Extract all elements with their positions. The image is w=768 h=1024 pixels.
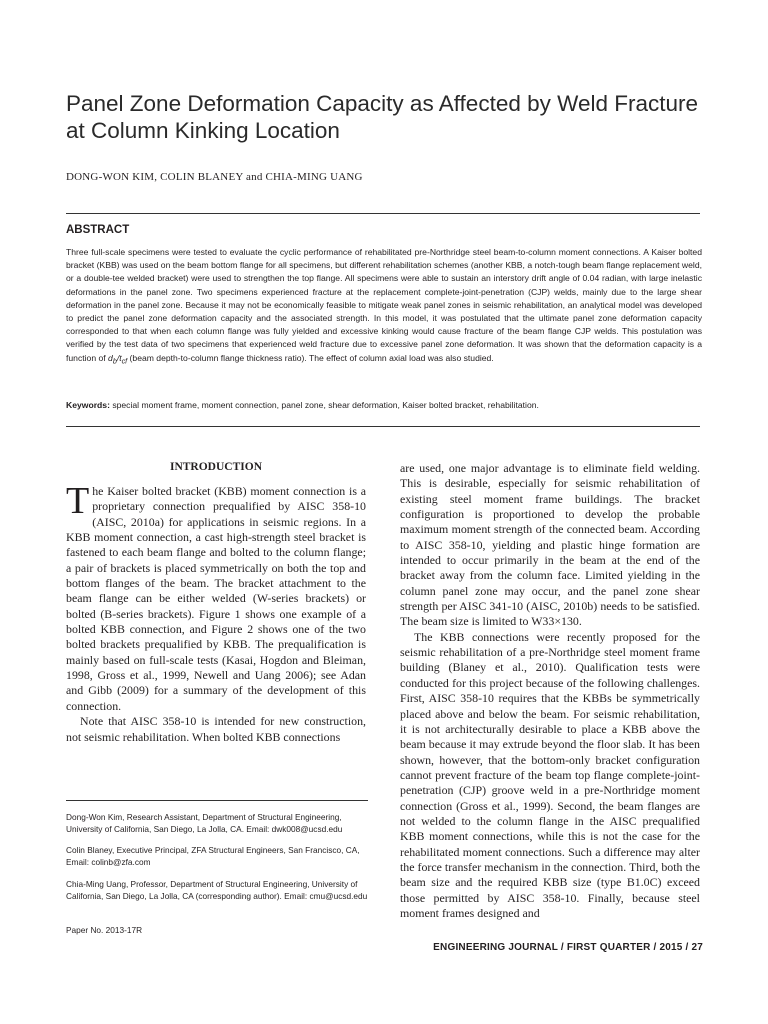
abstract-bottom-rule: [66, 426, 700, 427]
left-column: [66, 480, 366, 745]
paper-title: Panel Zone Deformation Capacity as Affected by Weld Fracture at Column Kinking Location: [66, 91, 698, 143]
intro-paragraph-4: The KBB connections were recently proposed for the seismic rehabilitation of a pre-Northridge steel moment frame building (Blaney et al., 2010). Qualification tests were conducted for this project because of the following challenges. First, AISC 358-10 requires that the KBBs be symmetrically placed above and below the beam. For seismic rehabilitation, it is not architecturally desirable to place a KBB above the beam because it may extrude beyond the floor slab. It has been shown, however, that the bottom-only bracket configuration cannot prevent fracture of the beam top flange complete-joint-penetration (CJP) groove weld in a pre-Northridge moment connection (Gross et al., 1999). Second, the beam flanges are not welded to the column flange in the AISC prequalified KBB moment connections, while this is not the case for the rehabilitated moment connections. Such a difference may alter the force transfer mechanism in the connection. Third, both the beam size and the required KBB size (type B1.0C) exceed those permitted by AISC 358-10. Finally, because steel moment frames designed and: [400, 629, 700, 920]
drop-cap: T: [66, 480, 90, 522]
introduction-heading: INTRODUCTION: [169, 461, 262, 473]
top-rule: [66, 213, 700, 214]
footnote-kim: Dong-Won Kim, Research Assistant, Department of Structural Engineering, University of California, San Diego, La Jolla, CA. Email: dwk008@ucsd.edu: [66, 812, 343, 834]
keywords: Keywords: special moment frame, moment connection, panel zone, shear deformation, Kaiser bolted bracket, rehabilitation.: [66, 400, 539, 410]
author-list: DONG-WON KIM, COLIN BLANEY and CHIA-MING UANG: [66, 171, 363, 183]
footnote-rule: [66, 800, 368, 801]
abstract-text: Three full-scale specimens were tested to evaluate the cyclic performance of rehabilitated pre-Northridge steel beam-to-column moment connections. A Kaiser bolted bracket (KBB) was used on the beam bottom flange for all specimens, but different rehabilitation schemes (another KBB, a notch-tough beam flange replacement weld, or a double-tee welded bracket) were used to strengthen the top flange. All specimens were able to sustain an interstory drift angle of 0.04 radian, with large inelastic deformations in the panel zone. Two specimens experienced fracture at the replacement complete-joint-penetration (CJP) welds, mainly due to the large shear deformation in the panel zone. Because it may not be economically feasible to mitigate weak panel zones in seismic rehabilitation, an analytical model was developed to predict the panel zone deformation capacity and the associated strength. In this model, it was postulated that the ultimate panel zone deformation capacity corresponded to that when each column flange was fully yielded and excessive kinking would cause fracture of the beam flange CJP welds. This postulation was verified by the test data of two specimens that experienced weld fracture due to excessive panel zone deformation. It was shown that the deformation capacity is a function of $d_b/t_{cf}$ (beam depth-to-column flange thickness ratio). The effect of column axial load was also studied.: [66, 247, 702, 366]
footnote-blaney: Colin Blaney, Executive Principal, ZFA Structural Engineers, San Francisco, CA, Email: colinb@zfa.com: [66, 845, 360, 867]
intro-paragraph-2: Note that AISC 358-10 is intended for new construction, not seismic rehabilitation. When bolted KBB connections: [66, 714, 366, 744]
journal-footer: ENGINEERING JOURNAL / FIRST QUARTER / 2015 / 27: [433, 942, 703, 953]
paper-number: Paper No. 2013-17R: [66, 925, 143, 935]
intro-paragraph-1: The Kaiser bolted bracket (KBB) moment connection is a proprietary connection prequalified by AISC 358-10 (AISC, 2010a) for applications in seismic regions. In a KBB moment connection, a cast high-strength steel bracket is fastened to each beam flange and bolted to the column flange; a pair of brackets is placed symmetrically on both the top and bottom flanges of the beam. The bracket attachment to the beam flange can be either welded (W-series brackets) or bolted (B-series brackets). Figure 1 shows one example of a bolted KBB connection, and Figure 2 shows one of the two bolted brackets prequalified by KBB. The prequalification is mainly based on full-scale tests (Kasai, Hogdon and Bleiman, 1998, Gross et al., 1999, Newell and Uang 2006); see Adan and Gibb (2009) for a summary of the development of this connection.: [66, 480, 366, 713]
footnote-uang: Chia-Ming Uang, Professor, Department of Structural Engineering, University of California, San Diego, La Jolla, CA (corresponding author). Email: cmu@ucsd.edu: [66, 879, 368, 901]
intro-paragraph-3: are used, one major advantage is to eliminate field welding. This is desirable, especially for seismic rehabilitation of existing steel moment frame buildings. The bracket configuration is proportioned to develop the probable maximum moment strength of the connected beam. According to AISC 358-10, yielding and plastic hinge formation are intended to occur primarily in the beam at the end of the bracket away from the column face. Limited yielding in the column panel zone may occur, and the panel zone shear strength per AISC 341-10 (AISC, 2010b) needs to be satisfied. The beam size is limited to W33×130.: [400, 461, 700, 629]
right-column: [400, 461, 700, 921]
abstract-heading: ABSTRACT: [66, 224, 130, 236]
